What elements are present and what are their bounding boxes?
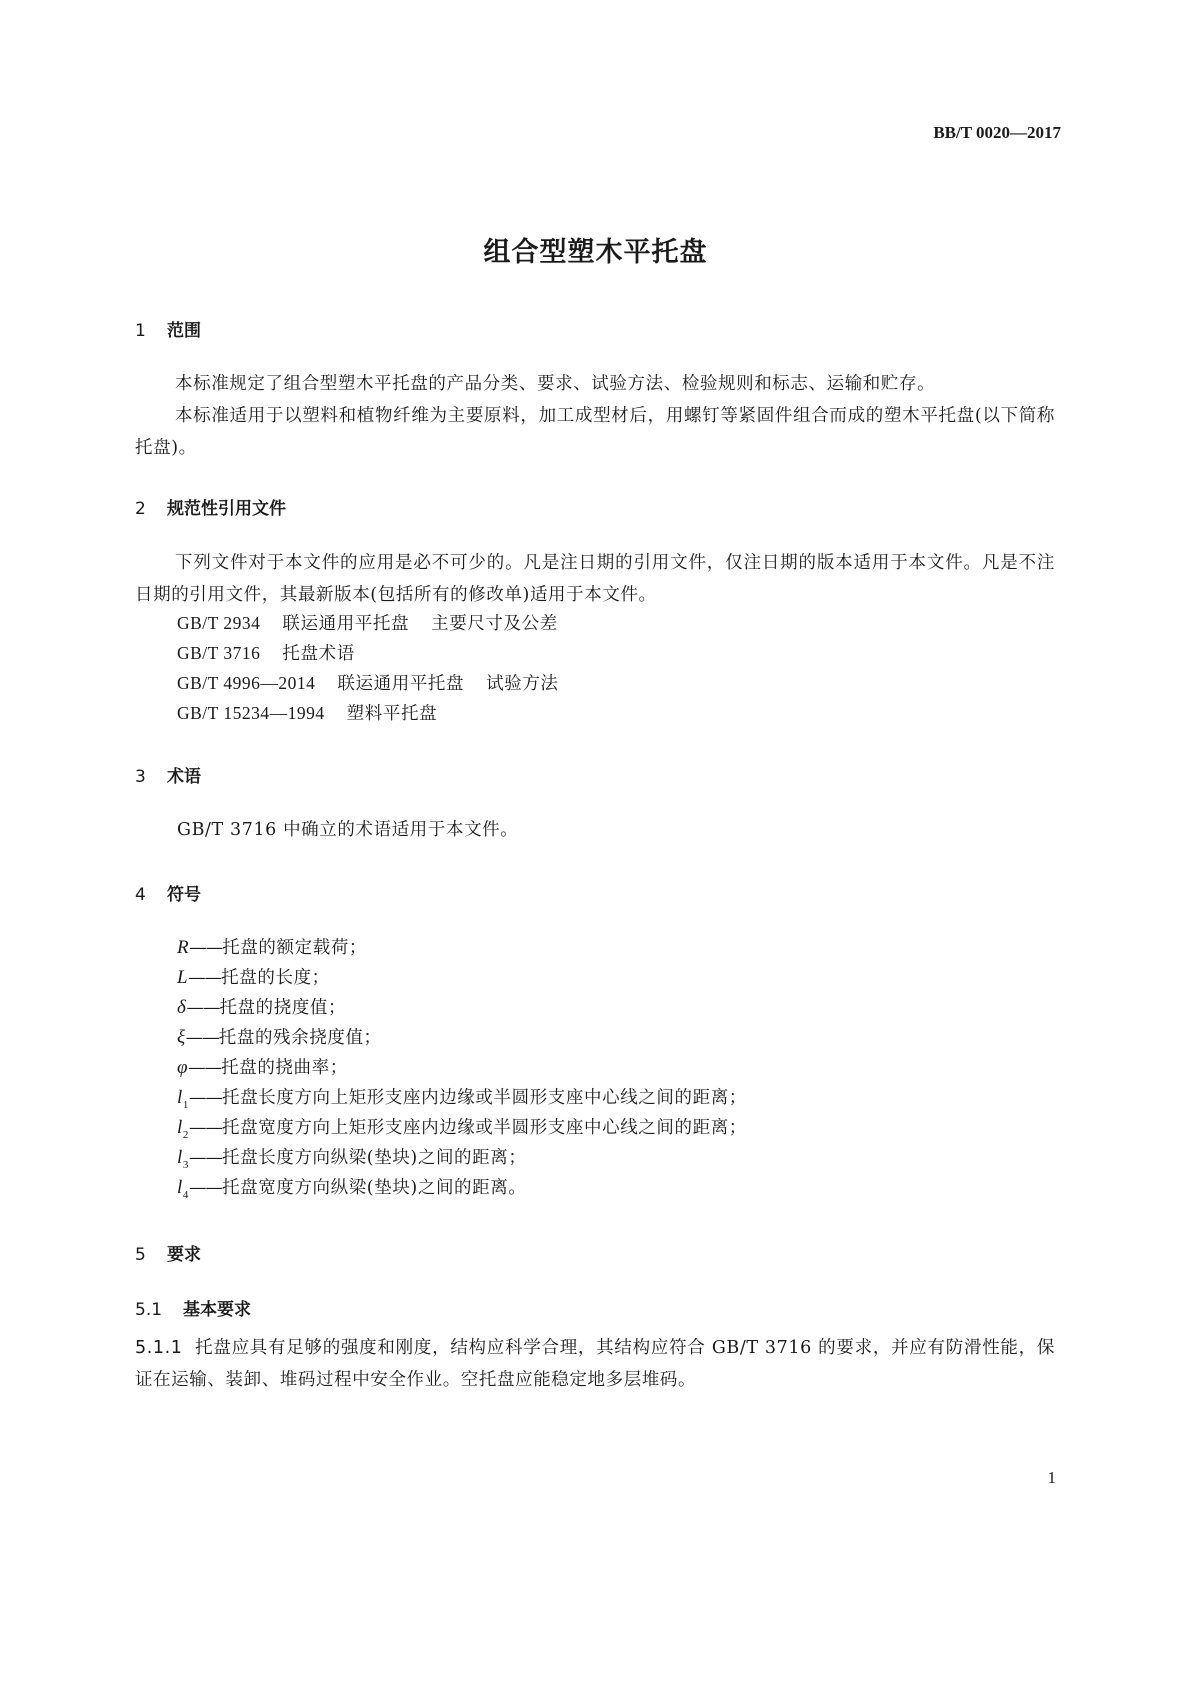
symbol-item	[177, 962, 1057, 994]
symbol-dash: ——	[189, 938, 223, 958]
page-number: 1	[1047, 1468, 1056, 1487]
symbol-dash: ——	[189, 1088, 222, 1108]
clause-number: 5.1.1	[135, 1338, 183, 1358]
reference-subtitle: 试验方法	[486, 674, 559, 694]
reference-item	[177, 637, 1057, 670]
reference-item	[177, 667, 1057, 700]
symbol-item	[177, 1172, 1057, 1211]
symbol-subscript: 3	[182, 1158, 189, 1171]
section-2-heading	[135, 494, 1055, 519]
section-number: 5	[135, 1245, 146, 1265]
reference-item	[177, 607, 1057, 640]
symbol-dash: ——	[188, 1058, 222, 1078]
symbol-dash: ——	[189, 1178, 222, 1198]
symbol: L	[177, 967, 189, 988]
section-1-heading	[135, 316, 1055, 341]
symbol-dash: ——	[188, 968, 222, 988]
page-title: 组合型塑木平托盘	[483, 237, 708, 268]
reference-code: GB/T 15234—1994	[177, 703, 325, 723]
subsection-5-1-heading	[135, 1295, 1055, 1320]
section-number: 4	[135, 885, 146, 905]
symbol-subscript: 4	[182, 1188, 189, 1201]
section-3-heading	[135, 762, 1055, 787]
symbol-description: 托盘的挠曲率；	[221, 1058, 348, 1078]
symbol-item	[177, 1022, 1057, 1054]
normative-references-intro: 下列文件对于本文件的应用是必不可少的。凡是注日期的引用文件，仅注日期的版本适用于本文件。凡是不注日期的引用文件，其最新版本(包括所有的修改单)适用于本文件。	[135, 553, 1055, 605]
clause-text: 托盘应具有足够的强度和刚度，结构应科学合理，其结构应符合 GB/T 3716 的要求，并应有防滑性能，保证在运输、装卸、堆码过程中安全作业。空托盘应能稳定地多层堆码。	[135, 1338, 1055, 1390]
symbol-dash: ——	[185, 1028, 219, 1048]
symbol: $l_4$	[177, 1177, 189, 1201]
symbol: δ	[177, 997, 187, 1018]
symbol-description: 托盘的额定载荷；	[222, 938, 368, 958]
symbol: φ	[177, 1057, 189, 1078]
reference-title: 联运通用平托盘	[282, 614, 410, 634]
reference-subtitle: 主要尺寸及公差	[431, 614, 558, 634]
scope-paragraph-1: 本标准规定了组合型塑木平托盘的产品分类、要求、试验方法、检验规则和标志、运输和贮存。	[175, 374, 936, 394]
symbol: R	[177, 937, 190, 958]
symbol-dash: ——	[189, 1148, 222, 1168]
symbol: $l_2$	[177, 1117, 189, 1141]
section-title: 要求	[167, 1245, 201, 1265]
section-title: 规范性引用文件	[167, 499, 286, 519]
reference-item	[177, 697, 1057, 730]
symbol-description: 托盘长度方向上矩形支座内边缘或半圆形支座中心线之间的距离；	[222, 1088, 747, 1108]
section-title: 符号	[167, 885, 201, 905]
symbol-description: 托盘的挠度值；	[219, 998, 347, 1018]
symbol-item	[177, 932, 1057, 964]
section-title: 术语	[167, 767, 201, 787]
symbol-dash: ——	[189, 1118, 222, 1138]
symbol-item	[177, 992, 1057, 1024]
scope-paragraph-2: 本标准适用于以塑料和植物纤维为主要原料，加工成型材后，用螺钉等紧固件组合而成的塑木平托盘(以下简称托盘)。	[135, 406, 1055, 458]
symbol-description: 托盘宽度方向纵梁(垫块)之间的距离。	[222, 1178, 527, 1198]
section-5-heading	[135, 1240, 1055, 1265]
reference-code: GB/T 4996—2014	[177, 673, 316, 693]
section-number: 1	[135, 321, 146, 341]
section-number: 2	[135, 499, 146, 519]
symbol-subscript: 1	[182, 1098, 189, 1111]
subsection-number: 5.1	[135, 1300, 163, 1320]
symbol-description: 托盘宽度方向上矩形支座内边缘或半圆形支座中心线之间的距离；	[222, 1118, 747, 1138]
section-title: 范围	[167, 321, 201, 341]
symbol-description: 托盘长度方向纵梁(垫块)之间的距离；	[222, 1148, 527, 1168]
clause-5-1-1	[135, 1332, 1055, 1396]
symbol-dash: ——	[186, 998, 220, 1018]
symbol-item	[177, 1052, 1057, 1084]
reference-code: GB/T 2934	[177, 613, 261, 633]
reference-code: GB/T 3716	[177, 643, 261, 663]
section-number: 3	[135, 767, 146, 787]
subsection-title: 基本要求	[183, 1300, 251, 1320]
symbol-description: 托盘的长度；	[221, 968, 330, 988]
section-4-heading	[135, 880, 1055, 905]
symbol: ξ	[177, 1027, 186, 1048]
symbol-description: 托盘的残余挠度值；	[218, 1028, 382, 1048]
reference-title: 塑料平托盘	[346, 704, 438, 724]
document-code: BB/T 0020—2017	[933, 123, 1061, 142]
reference-title: 托盘术语	[282, 644, 355, 664]
symbol: $l_3$	[177, 1147, 189, 1171]
terms-paragraph: GB/T 3716 中确立的术语适用于本文件。	[177, 820, 519, 840]
symbol: $l_1$	[177, 1087, 189, 1111]
symbol-subscript: 2	[182, 1128, 189, 1141]
reference-title: 联运通用平托盘	[337, 674, 465, 694]
